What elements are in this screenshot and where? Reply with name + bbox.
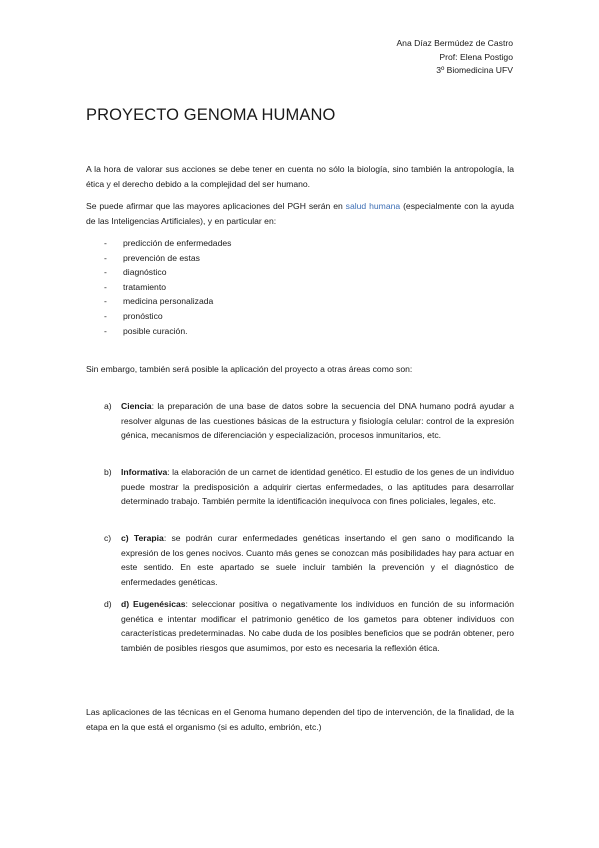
list-item-label: tratamiento xyxy=(123,281,166,292)
applications-text-after: (especialmente con la ayuda de las Inteligencias Artificiales), y en particular en: xyxy=(86,201,514,226)
author-name: Ana Díaz Bermúdez de Castro xyxy=(396,38,513,48)
area-marker: a) xyxy=(104,401,112,411)
course-name: 3º Biomedicina UFV xyxy=(436,65,513,76)
applications-list xyxy=(104,236,231,338)
area-text: : se podrán curar enfermedades genéticas insertando el gen sano o modificando la expresión de los genes nocivos. Cuanto más genes se conozcan más posibilidades hay para actuar en este sentido. En este apartado se suele incluir también la prevención y el diagnóstico de enfermedades genéticas. xyxy=(121,533,514,587)
list-item: - predicción de enfermedades xyxy=(104,238,232,248)
area-lead: Ciencia xyxy=(121,401,152,411)
area-item-eugenesicas xyxy=(104,597,514,655)
list-item: - posible curación. xyxy=(104,325,188,336)
list-item: - medicina personalizada xyxy=(104,296,214,307)
list-item-label: prevención de estas xyxy=(123,252,200,263)
document-header xyxy=(396,37,513,78)
salud-humana-link[interactable]: salud humana xyxy=(345,201,401,211)
area-lead: c) Terapia xyxy=(121,533,164,543)
area-lead: Informativa xyxy=(121,467,168,477)
area-text: : la elaboración de un carnet de identidad genético. El estudio de los genes de un individuo puede mostrar la predisposición a adquirir ciertas enfermedades, o las aptitudes para desarrollar determinado trabajo. También permite la identificación inequívoca con fines policiales, legales, etc. xyxy=(121,467,514,507)
area-marker: b) xyxy=(104,467,112,477)
list-item-label: medicina personalizada xyxy=(123,296,214,307)
area-marker: d) xyxy=(104,599,112,609)
list-item-label: pronóstico xyxy=(123,310,163,321)
document-title: PROYECTO GENOMA HUMANO xyxy=(86,106,336,124)
area-marker: c) xyxy=(104,533,112,543)
list-item: - diagnóstico xyxy=(104,267,167,278)
area-item-terapia xyxy=(104,531,514,589)
list-item: - pronóstico xyxy=(104,310,163,321)
list-item: - tratamiento xyxy=(104,281,166,292)
area-text: : seleccionar positiva o negativamente los individuos en función de su información genética e intentar modificar el patrimonio genético de los gametos para obtener individuos con características predeterminadas. No cabe duda de los posibles beneficios que se podrán obtener, pero también de posibles riesgos que asumimos, por esto es necesaria la reflexión ética. xyxy=(121,599,514,653)
area-lead: d) Eugenésicas xyxy=(121,599,186,609)
area-item-informativa xyxy=(104,465,514,509)
applications-text-before: Se puede afirmar que las mayores aplicaciones del PGH serán en xyxy=(86,201,346,211)
list-item-label: posible curación. xyxy=(123,325,188,336)
list-item-label: diagnóstico xyxy=(123,267,167,278)
other-areas-paragraph: Sin embargo, también será posible la aplicación del proyecto a otras áreas como son: xyxy=(86,364,413,374)
intro-paragraph: A la hora de valorar sus acciones se debe tener en cuenta no sólo la biología, sino también la antropología, la ética y el derecho debido a la complejidad del ser humano. xyxy=(86,164,514,189)
applications-paragraph xyxy=(86,199,514,228)
list-item: - prevención de estas xyxy=(104,252,200,263)
area-text: : la preparación de una base de datos sobre la secuencia del DNA humano podrá ayudar a resolver algunas de las cuestiones básicas de la estructura y fisiología celular: control de la expresión génica, mecanismos de diferenciación y especialización, procesos inmunitarios, etc. xyxy=(121,401,514,441)
closing-paragraph: Las aplicaciones de las técnicas en el Genoma humano dependen del tipo de intervención, de la finalidad, de la etapa en la que está el organismo (si es adulto, embrión, etc.) xyxy=(86,707,514,732)
list-item-label: predicción de enfermedades xyxy=(123,238,232,248)
area-item-ciencia xyxy=(104,399,514,443)
professor-name: Prof: Elena Postigo xyxy=(439,51,513,62)
